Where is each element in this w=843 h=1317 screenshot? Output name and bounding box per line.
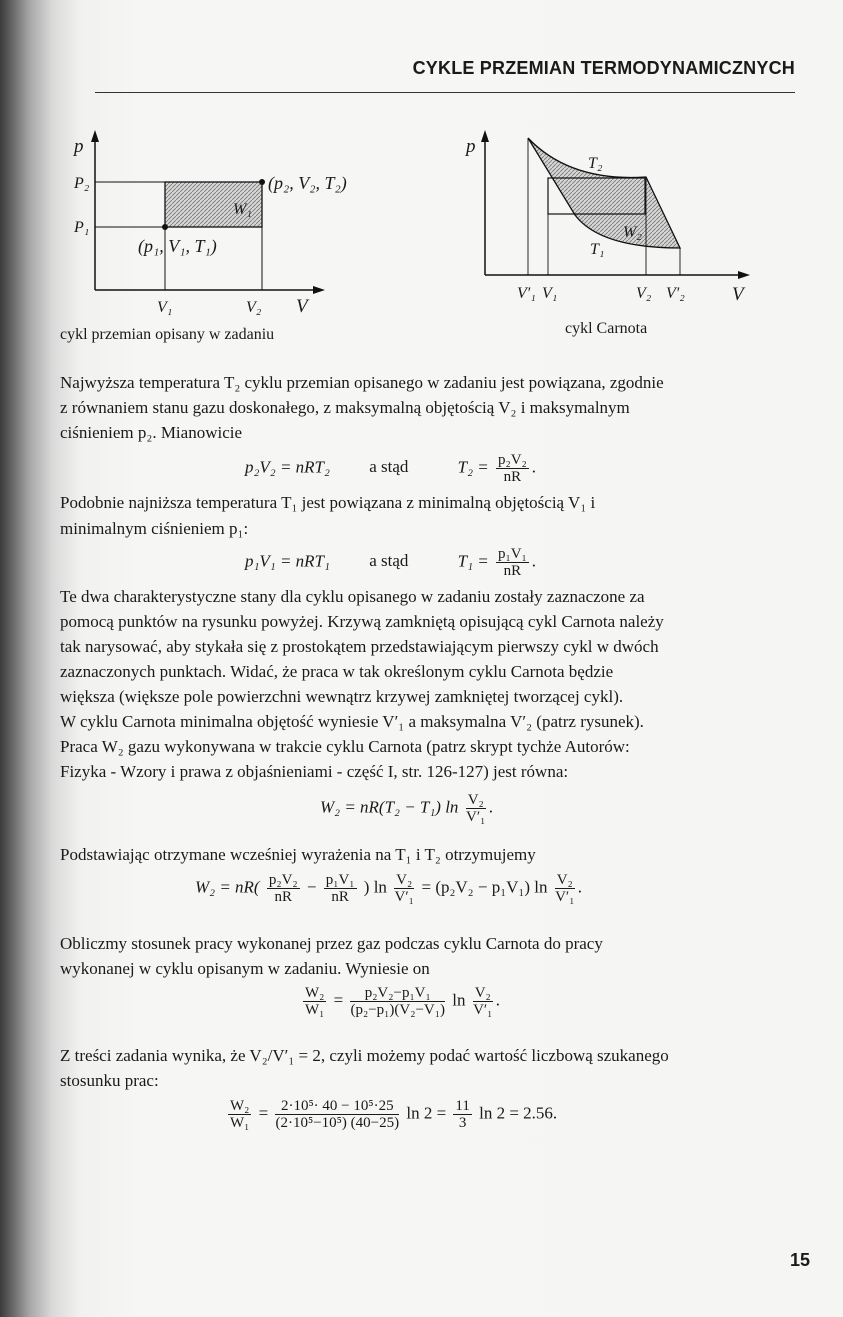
- numerator: p₂V₂: [497, 452, 527, 468]
- text-line: Podobnie najniższa temperatura T₁ jest powiązana z minimalną objętością V₁ i: [60, 493, 596, 512]
- text-line: stosunku prac:: [60, 1071, 159, 1090]
- t2-label: T₂: [588, 155, 603, 172]
- text-line: Najwyższa temperatura T₂ cyklu przemian opisanego w zadaniu jest powiązana, zgodnie: [60, 373, 664, 392]
- p2-label: P₂: [74, 175, 90, 192]
- denominator: nR: [331, 889, 349, 905]
- p-axis-label: p: [466, 136, 476, 157]
- v1-label: V₁: [542, 285, 558, 302]
- v1-prime-label: V′₁: [517, 285, 536, 302]
- figure-rectangle-cycle: [60, 120, 400, 345]
- eq-part: =: [333, 990, 344, 1010]
- fraction: [453, 1098, 471, 1131]
- p-axis-arrow-icon: [481, 130, 489, 142]
- fraction: [466, 792, 486, 825]
- numerator: 11: [455, 1098, 470, 1114]
- denominator: V′₁: [394, 889, 414, 905]
- numerator: V₂: [474, 985, 491, 1001]
- denominator: W₁: [230, 1115, 250, 1131]
- equation-6: [225, 1098, 557, 1131]
- text-line: minimalnym ciśnieniem p₁:: [60, 519, 249, 538]
- v-axis-label: V: [296, 296, 308, 317]
- eq-part: p₂V₂ = nRT₂: [245, 457, 330, 477]
- fraction: [228, 1098, 251, 1131]
- fraction: [496, 452, 529, 485]
- page-number: 15: [789, 1250, 810, 1270]
- v-axis-label: V: [732, 284, 744, 305]
- p-axis-label: p: [74, 136, 84, 157]
- numerator: p₂V₂: [268, 872, 298, 888]
- work-w2-label: W₂: [623, 224, 642, 241]
- equation-4: W₂ = nR( $\frac{\text{p₂V₂}}{nR}$ − $\frac{\text{p₁V₁}}{nR}$ ) ln $\frac{\text{V₂}}{\text{V′₁}}$ = (p₂V₂ − p₁V₁) ln $\frac{\text{V₂}}{\text{V′₁}}$ .: [195, 872, 583, 905]
- v-axis-arrow-icon: [313, 286, 325, 294]
- state-point-2: [259, 179, 265, 185]
- equation-1: p₂V₂ = nRT₂ a stąd T₂ = $\frac{\text{p₂V₂}}{nR}$ .: [245, 452, 537, 485]
- eq-part: ln: [452, 990, 466, 1010]
- numerator: V₂: [467, 792, 484, 808]
- denominator: V′₁: [555, 889, 575, 905]
- t1-label: T₁: [590, 241, 605, 258]
- text-line: Podstawiając otrzymane wcześniej wyrażenia na T₁ i T₂ otrzymujemy: [60, 845, 536, 864]
- v-axis-arrow-icon: [738, 271, 750, 279]
- numerator: 2·10⁵· 40 − 10⁵·25: [275, 1098, 399, 1115]
- eq-part: = (p₂V₂ − p₁V₁) ln: [421, 877, 548, 897]
- eq-part: T₂ =: [457, 457, 489, 477]
- text-line: tak narysować, aby stykała się z prostokątem przedstawiającym pierwszy cykl w dwóch: [60, 637, 659, 656]
- fraction: [303, 985, 326, 1018]
- text-line: Te dwa charakterystyczne stany dla cyklu opisanego w zadaniu zostały zaznaczone za: [60, 587, 645, 606]
- denominator: (p₂−p₁)(V₂−V₁): [350, 1002, 445, 1018]
- work-w1-label: W₁: [233, 201, 252, 218]
- equation-3: W₂ = nR(T₂ − T₁) ln $\frac{\text{V₂}}{\text{V′₁}}$ .: [320, 792, 493, 825]
- text-line: większa (większe pole powierzchni wewnątrz krzywej zamkniętej tworzącej cykl).: [60, 687, 624, 706]
- v2-prime-label: V′₂: [666, 285, 685, 302]
- denominator: V′₁: [466, 809, 486, 825]
- v2-label: V₂: [246, 299, 262, 316]
- text-line: Praca W₂ gazu wykonywana w trakcie cyklu Carnota (patrz skrypt tychże Autorów:: [60, 737, 630, 756]
- numerator: p₁V₁: [325, 872, 355, 888]
- text-line: zaznaczonych punktach. Widać, że praca w tak określonym cyklu Carnota będzie: [60, 662, 614, 681]
- v2-label: V₂: [636, 285, 652, 302]
- fraction: [267, 872, 300, 905]
- eq-part: W₂ = nR(: [195, 877, 260, 897]
- text-line: wykonanej w cyklu opisanym w zadaniu. Wyniesie on: [60, 959, 430, 978]
- fraction: [275, 1098, 399, 1131]
- denominator: nR: [503, 469, 522, 485]
- denominator: (2·10⁵−10⁵) (40−25): [275, 1115, 400, 1131]
- denominator: V′₁: [473, 1002, 493, 1018]
- p1-label: P₁: [74, 219, 90, 236]
- point-2-label: (p₂, V₂, T₂): [268, 173, 347, 193]
- numerator: V₂: [556, 872, 573, 888]
- eq-part: W₂ = nR(T₂ − T₁) ln: [320, 797, 459, 817]
- figure-right-caption: cykl Carnota: [565, 320, 648, 337]
- eq-part: p₁V₁ = nRT₁: [245, 551, 330, 571]
- denominator: nR: [503, 563, 522, 579]
- eq-part: −: [306, 877, 317, 897]
- denominator: 3: [458, 1115, 467, 1131]
- eq-part: a stąd: [369, 457, 409, 477]
- eq-part: a stąd: [369, 551, 409, 571]
- point-1-label: (p₁, V₁, T₁): [138, 236, 217, 256]
- denominator: W₁: [305, 1002, 325, 1018]
- fraction: [350, 985, 444, 1018]
- text-line: ciśnieniem p₂. Mianowicie: [60, 423, 243, 442]
- v1-label: V₁: [157, 299, 173, 316]
- eq-part: ) ln: [363, 877, 387, 897]
- fraction: [473, 985, 493, 1018]
- equation-5: $\frac{\text{W₂}}{\text{W₁}}$ = $\frac{\text{p₂V₂−p₁V₁}}{\text{(p₂−p₁)(V₂−V₁)}}$ ln $\frac{\text{V₂}}{\text{V′₁}}$ .: [305, 985, 501, 1018]
- figure-carnot-cycle: [460, 120, 770, 320]
- numerator: p₂V₂−p₁V₁: [350, 985, 444, 1002]
- text-line: W cyklu Carnota minimalna objętość wyniesie V′₁ a maksymalna V′₂ (patrz rysunek).: [60, 712, 644, 731]
- numerator: V₂: [396, 872, 413, 888]
- state-point-1: [162, 224, 168, 230]
- figure-left-caption: cykl przemian opisany w zadaniu: [60, 326, 275, 343]
- equation-2: p₁V₁ = nRT₁ a stąd T₁ = $\frac{\text{p₁V₁}}{nR}$ .: [245, 546, 537, 579]
- carnot-closed-curve: [528, 138, 680, 248]
- header-rule: [95, 92, 795, 93]
- numerator: W₂: [230, 1098, 250, 1114]
- p-axis-arrow-icon: [91, 130, 99, 142]
- eq-part: ln 2 =: [406, 1103, 447, 1123]
- denominator: nR: [274, 889, 292, 905]
- text-line: z równaniem stanu gazu doskonałego, z maksymalną objętością V₂ i maksymalnym: [60, 398, 630, 417]
- fraction: [324, 872, 357, 905]
- text-line: pomocą punktów na rysunku powyżej. Krzywą zamkniętą opisującą cykl Carnota należy: [60, 612, 664, 631]
- eq-part: T₁ =: [457, 551, 489, 571]
- fraction: [496, 546, 529, 579]
- eq-part: =: [258, 1103, 269, 1123]
- page-header: CYKLE PRZEMIAN TERMODYNAMICZNYCH: [412, 58, 795, 78]
- text-line: Z treści zadania wynika, że V₂/V′₁ = 2, czyli możemy podać wartość liczbową szukanego: [60, 1046, 669, 1065]
- fraction: [555, 872, 575, 905]
- fraction: [394, 872, 414, 905]
- eq-part: ln 2 = 2.56.: [479, 1103, 558, 1123]
- text-line: Obliczmy stosunek pracy wykonanej przez gaz podczas cyklu Carnota do pracy: [60, 934, 603, 953]
- numerator: W₂: [305, 985, 325, 1001]
- numerator: p₁V₁: [497, 546, 527, 562]
- text-line: Fizyka - Wzory i prawa z objaśnieniami - część I, str. 126-127) jest równa:: [60, 762, 569, 781]
